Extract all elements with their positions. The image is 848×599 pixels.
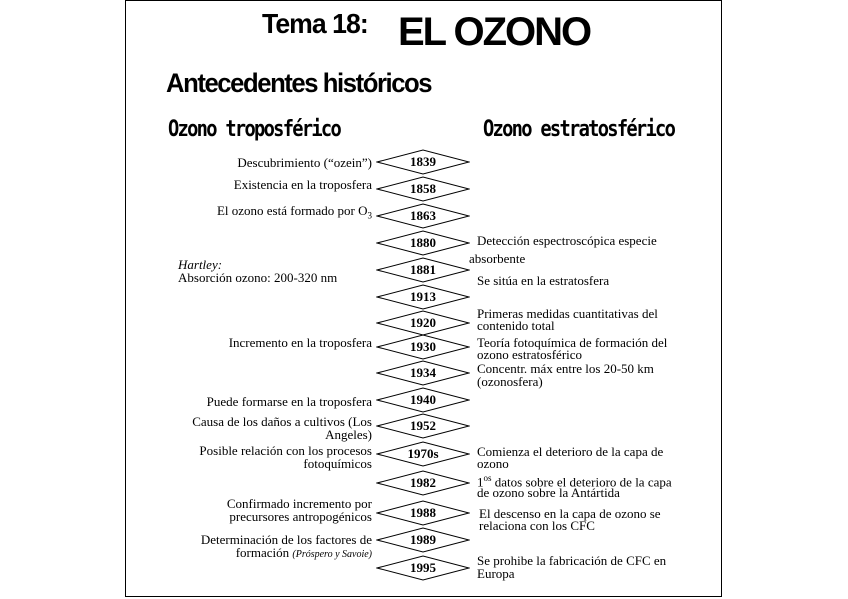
- section-subtitle: Antecedentes históricos: [166, 68, 432, 98]
- timeline-year-label: 1913: [410, 289, 436, 304]
- timeline-year-1930: [376, 334, 470, 360]
- event-formado: [217, 204, 372, 223]
- timeline-year-label: 1930: [410, 339, 436, 354]
- timeline-year-1858: [376, 176, 470, 202]
- timeline-year-1940: [376, 387, 470, 413]
- event-comienza-line1: Comienza el deterioro de la capa de: [477, 444, 664, 459]
- event-descubrimiento: Descubrimiento (“ozein”): [237, 155, 372, 170]
- event-danos-line2: Angeles): [325, 427, 372, 442]
- event-descenso-line1: El descenso en la capa de ozono se: [479, 506, 661, 521]
- event-deteccion-line1: Detección espectroscópica especie: [477, 233, 657, 248]
- timeline-year-label: 1858: [410, 181, 436, 196]
- timeline-year-1839: [376, 149, 470, 175]
- event-prohibe-line1: Se prohibe la fabricación de CFC en: [477, 553, 667, 568]
- event-posible-line1: Posible relación con los procesos: [199, 443, 372, 458]
- timeline-year-label: 1881: [410, 262, 436, 277]
- event-determinacion-text: formación: [235, 545, 290, 560]
- timeline-year-1920: [376, 310, 470, 336]
- event-incremento: Incremento en la troposfera: [228, 335, 372, 350]
- title-prefix: Tema 18:: [262, 8, 368, 39]
- timeline-year-label: 1970s: [407, 446, 439, 461]
- event-puede: Puede formarse en la troposfera: [206, 394, 372, 409]
- timeline-year-1995: [376, 555, 470, 581]
- event-confirmado-line2: precursores antropogénicos: [229, 509, 372, 524]
- timeline-year-1863: [376, 203, 470, 229]
- timeline-year-label: 1920: [410, 315, 436, 330]
- timeline-year-label: 1940: [410, 392, 436, 407]
- timeline-year-label: 1988: [410, 505, 436, 520]
- column-heading-stratospheric: Ozono estratosférico: [483, 117, 675, 142]
- timeline-year-label: 1934: [410, 365, 436, 380]
- event-datos-number: 1: [477, 474, 484, 490]
- timeline-year-1934: [376, 360, 470, 386]
- event-teoria-line2: ozono estratosférico: [477, 347, 583, 362]
- event-concentr-line1: Concentr. máx entre los 20-50 km: [477, 361, 654, 376]
- timeline-year-1989: [376, 527, 470, 553]
- event-deteccion-line2: absorbente: [469, 251, 526, 266]
- event-formado-subscript: 3: [367, 210, 372, 221]
- event-existencia: Existencia en la troposfera: [233, 177, 372, 192]
- event-posible-line2: fotoquímicos: [303, 456, 372, 471]
- event-descenso-line2: relaciona con los CFC: [479, 518, 595, 533]
- event-determinacion-line1: Determinación de los factores de: [200, 532, 372, 547]
- timeline-year-1988: [376, 500, 470, 526]
- event-comienza-line2: ozono: [477, 456, 509, 471]
- event-confirmado-line1: Confirmado incremento por: [226, 496, 372, 511]
- timeline-year-label: 1995: [410, 560, 436, 575]
- event-determinacion-line2: [236, 546, 372, 561]
- event-teoria-line1: Teoría fotoquímica de formación del: [477, 335, 668, 350]
- event-situa: Se sitúa en la estratosfera: [477, 273, 610, 288]
- event-datos-line2: de ozono sobre la Antártida: [477, 485, 620, 500]
- event-formado-text: El ozono está formado por O: [216, 203, 368, 218]
- timeline-year-label: 1863: [410, 208, 436, 223]
- timeline-year-1881: [376, 257, 470, 283]
- timeline-year-label: 1952: [410, 418, 436, 433]
- timeline-year-label: 1989: [410, 532, 436, 547]
- timeline-year-1952: [376, 413, 470, 439]
- event-datos-superscript: os: [483, 473, 492, 483]
- event-datos-text: datos sobre el deterioro de la capa: [491, 474, 672, 490]
- timeline-year-1880: [376, 230, 470, 256]
- event-danos-line1: Causa de los daños a cultivos (Los: [192, 414, 372, 429]
- timeline-year-1970s: [376, 441, 470, 467]
- timeline-year-1982: [376, 470, 470, 496]
- timeline-year-1913: [376, 284, 470, 310]
- event-prohibe-line2: Europa: [477, 566, 515, 581]
- timeline-year-label: 1982: [410, 475, 436, 490]
- page-title: EL OZONO: [398, 10, 591, 54]
- column-heading-tropospheric: Ozono troposférico: [168, 117, 341, 142]
- event-determinacion-authors: (Próspero y Savoie): [292, 549, 372, 560]
- event-primeras-line1: Primeras medidas cuantitativas del: [477, 306, 658, 321]
- event-hartley-name: Hartley:: [178, 257, 223, 272]
- timeline-year-label: 1880: [410, 235, 436, 250]
- event-concentr-line2: (ozonosfera): [477, 374, 543, 389]
- event-hartley-text: Absorción ozono: 200-320 nm: [178, 270, 338, 285]
- timeline-year-label: 1839: [410, 154, 436, 169]
- event-primeras-line2: contenido total: [477, 318, 555, 333]
